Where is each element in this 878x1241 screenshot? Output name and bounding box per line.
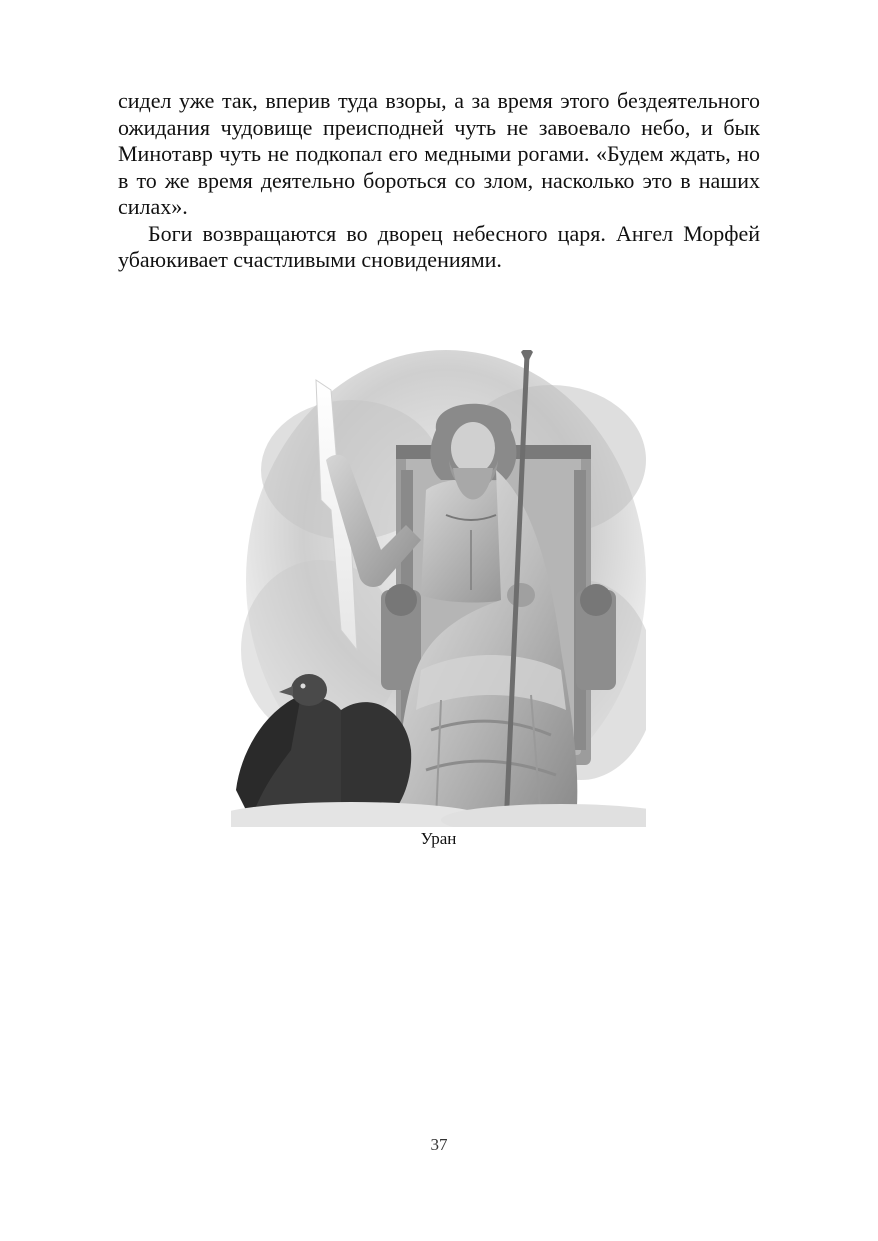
figure-illustration (231, 350, 646, 827)
paragraph: Боги возвращаются во дворец небесного царя. Ангел Морфей убаюкивает счастливыми сновидениями. (118, 220, 760, 272)
page-number: 37 (430, 1135, 448, 1154)
enthroned-god-image (231, 350, 646, 827)
body-text (118, 88, 760, 274)
paragraph-continuation: сидел уже так, вперив туда взоры, а за время этого бездеятельного ожидания чудовище преисподней чуть не завоевало небо, и бык Минотавр чуть не подкопал его медными рогами. «Будем ждать, но в то же время деятельно бороться со злом, насколько это в наших силах». (118, 88, 760, 219)
figure-caption: Уран (420, 829, 457, 848)
